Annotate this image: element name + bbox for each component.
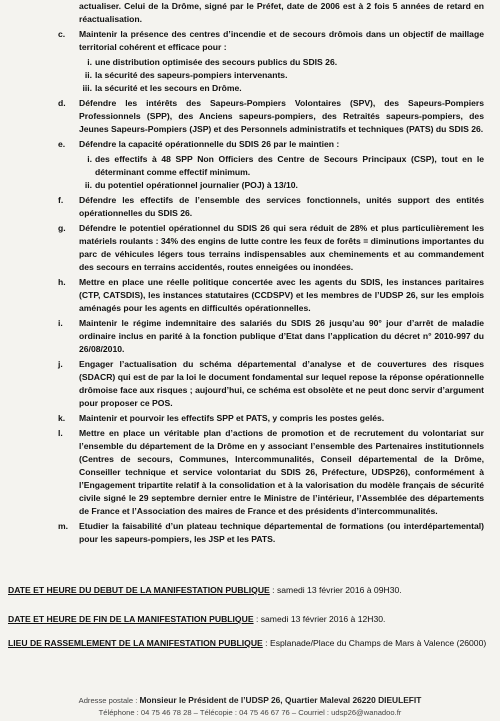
- list-item: k. Maintenir et pourvoir les effectifs SPP et PATS, y compris les postes gelés.: [58, 413, 385, 423]
- list-item: f. Défendre les effectifs de l’ensemble des services fonctionnels, unités support des entités opérationnelles du SDIS 26.: [58, 195, 484, 218]
- sub-item: i. des effectifs à 48 SPP Non Officiers des Centre de Secours Principaux (CSP), tout en le déterminant comme effectif minimum.: [87, 154, 484, 177]
- list-item: g. Défendre le potentiel opérationnel du SDIS 26 qui sera réduit de 28% et plus particulièrement les matériels roulants : 34% des engins de lutte contre les feux de forêts = diminutions importantes du parc de véhicules légers tous terrains indispensables aux cheminements et au commandement des secours en terrains accidentés, routes enneigées ou inondées.: [58, 223, 484, 272]
- list-item: j. Engager l’actualisation du schéma départemental d’analyse et de couvertures des risques (SDACR) qui est de par la loi le document fondamental sur lequel repose la réponse opérationnelle drômoise face aux risques ; aujourd’hui, ce schéma est obsolète et ne peut donc servir d’argument pour proposer ce POS.: [58, 359, 484, 408]
- list-item: c. Maintenir la présence des centres d’incendie et de secours drômois dans un objectif de maillage territorial cohérent et efficace pour :: [58, 29, 484, 52]
- manifestation-debut: DATE ET HEURE DU DEBUT DE LA MANIFESTATION PUBLIQUE : samedi 13 février 2016 à 09H30.: [8, 585, 402, 595]
- list-item: l. Mettre en place un véritable plan d’actions de promotion et de recrutement du volontariat sur l’ensemble du département de la Drôme en y associant l’ensemble des Partenaires institutionnels (Centres de secours, Communes, Intercommunalités, Conseil départemental de la Drôme, Conseiller technique et service volontariat du SDIS 26, Préfecture, UDSP26), conformément à l’Engagement tripartite relatif à la consolidation et à la valorisation du modèle français de sécurité civile signé le 29 septembre dernier entre le Ministre de l’intérieur, l’Assemblée des départements de France et l’Association des maires de France et des présidents d’intercommunalités.: [58, 428, 484, 516]
- list-item: d. Défendre les intérêts des Sapeurs-Pompiers Volontaires (SPV), des Sapeurs-Pompiers Professionnels (SPP), des Anciens sapeurs-pompiers, des Retraités sapeurs-pompiers, des Jeunes Sapeurs-Pompiers (JSP) et des Personnels administratifs et techniques (PATS) du SDIS 26.: [58, 98, 484, 134]
- footer: [0, 694, 500, 719]
- manifestation-fin: DATE ET HEURE DE FIN DE LA MANIFESTATION PUBLIQUE : samedi 13 février 2016 à 12H30.: [8, 614, 386, 624]
- list-item: e. Défendre la capacité opérationnelle du SDIS 26 par le maintien :: [58, 139, 340, 149]
- list-item: i. Maintenir le régime indemnitaire des salariés du SDIS 26 jusqu’au 90° jour d’arrêt de maladie ordinaire inclus en parité à la fonction publique d’Etat dans l’application du décret n° 2010-997 du 26/08/2010.: [58, 318, 484, 354]
- sub-item: iii. la sécurité et les secours en Drôme.: [82, 83, 242, 93]
- manifestation-lieu: LIEU DE RASSEMLEMENT DE LA MANIFESTATION PUBLIQUE : Esplanade/Place du Champs de Mars à Valence (26000): [8, 638, 487, 648]
- sub-item: i. une distribution optimisée des secours publics du SDIS 26.: [87, 57, 338, 67]
- sub-item: ii. du potentiel opérationnel journalier (POJ) à 13/10.: [84, 180, 298, 190]
- list-item: m. Etudier la faisabilité d’un plateau technique départemental de formations (ou interdépartemental) pour les sapeurs-pompiers, les JSP et les PATS.: [58, 521, 484, 544]
- sub-item: ii. la sécurité des sapeurs-pompiers intervenants.: [84, 70, 288, 80]
- footer-address: Adresse postale : Monsieur le Président de l’UDSP 26, Quartier Maleval 26220 DIEULEFIT: [78, 695, 422, 705]
- list-item: actualiser. Celui de la Drôme, signé par le Préfet, date de 2006 est à 2 fois 5 années de retard en réactualisation.: [79, 1, 484, 24]
- footer-contacts: Téléphone : 04 75 46 78 28 – Télécopie : 04 75 46 67 76 – Courriel : udsp26@wanadoo.fr: [98, 708, 402, 717]
- list-item: h. Mettre en place une réelle politique concertée avec les agents du SDIS, les instances paritaires (CTP, CATSDIS), les instances statutaires (CCDSPV) et les membres de l’UDSP 26, sur les emplois aménagés pour les agents en difficultés opérationnelles.: [58, 277, 484, 313]
